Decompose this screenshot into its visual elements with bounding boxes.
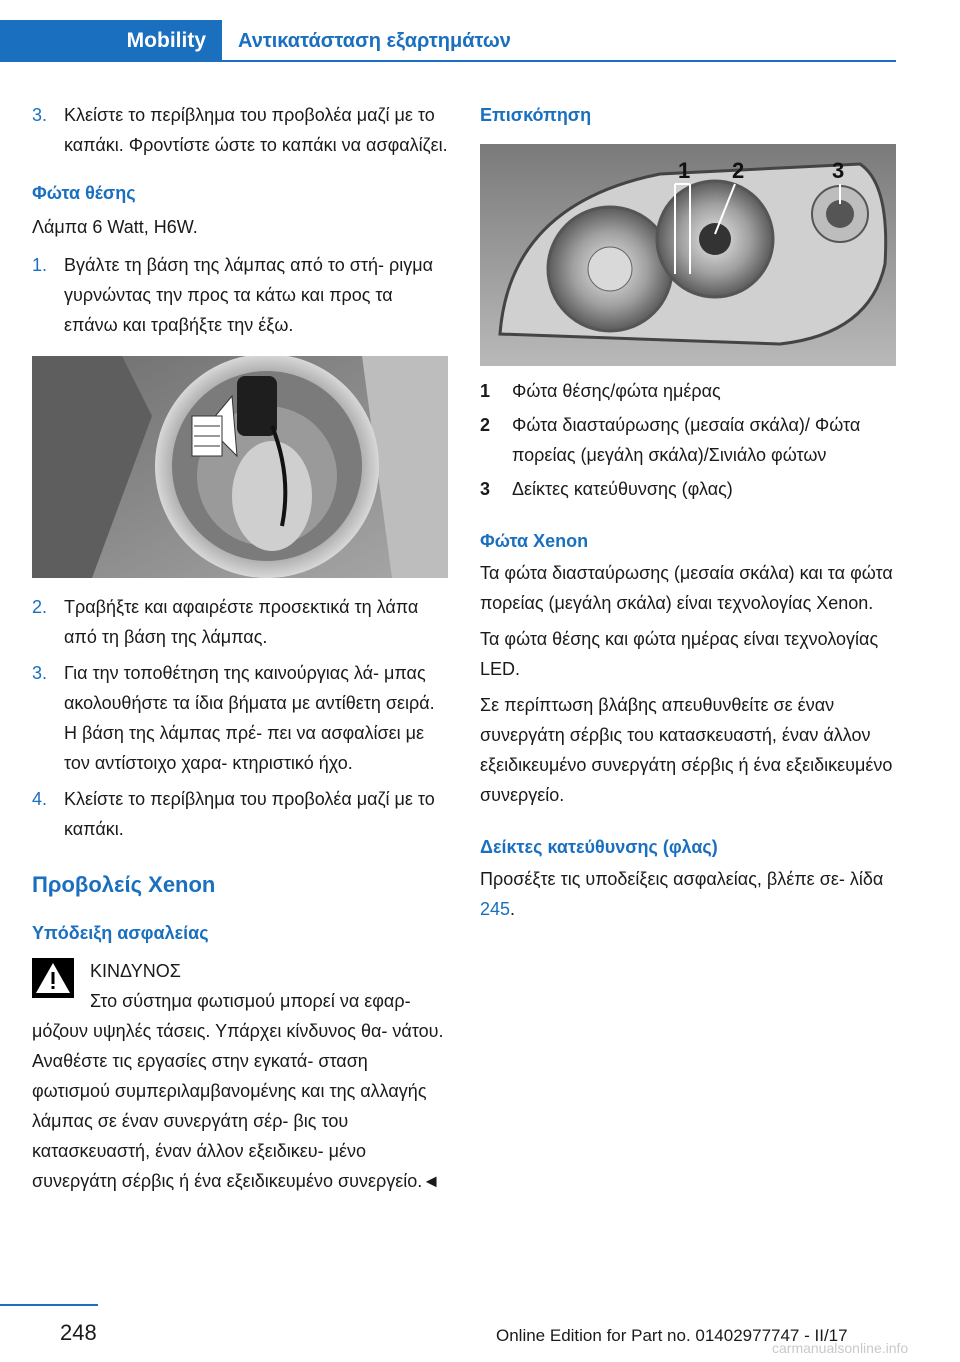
step-item [32,250,448,340]
danger-text: μόζουν υψηλές τάσεις. Υπάρχει κίνδυνος θα‐ νάτου. Αναθέστε τις εργασίες στην εγκατά‐ σταση φωτισμού συμπεριλαμβανομένης και της αλλαγής λάμπας σε έναν συνεργάτη σέρ‐ βις του κατασκευαστή, έναν άλλον εξειδικευ‐ μένο συνεργάτη σέρβις ή ένα εξειδικευμένο συνεργείο.◄ [32,1021,444,1191]
parking-bulb-spec: Λάμπα 6 Watt, H6W. [32,217,198,237]
bulb-socket-photo [32,356,448,578]
legend-number: 2 [480,415,491,435]
service-paragraph: Σε περίπτωση βλάβης απευθυνθείτε σε έναν συνεργάτη σέρβις του κατασκευαστή, έναν άλλον εξειδικευμένο συνεργάτη σέρβις ή ένα εξειδικευμένο συνεργείο. [480,695,893,805]
legend-item [480,376,896,406]
step-item [32,100,448,160]
callout-1: 1 [678,158,691,183]
callout-2: 2 [732,158,745,183]
led-paragraph: Τα φώτα θέσης και φώτα ημέρας είναι τεχνολογίας LED. [480,629,879,679]
parking-lights-heading: Φώτα θέσης [32,183,136,203]
danger-label: ΚΙΝΔΥΝΟΣ [90,961,181,981]
danger-text-first-line: Στο σύστημα φωτισμού μπορεί να εφαρ‐ [90,991,411,1011]
xenon-paragraph: Τα φώτα διασταύρωσης (μεσαία σκάλα) και τα φώτα πορείας (μεγάλη σκάλα) είναι τεχνολογίας Xenon. [480,563,893,613]
page-header [0,20,896,62]
step-number: 3. [32,663,48,683]
step-item [32,658,448,778]
step-text: Κλείστε το περίβλημα του προβολέα μαζί με το καπάκι. [64,789,435,839]
legend-item [480,474,896,504]
legend-item [480,410,896,470]
step-text: Βγάλτε τη βάση της λάμπας από το στή‐ ριγμα γυρνώντας την προς τα κάτω και προς τα επάνω και τραβήξτε την έξω. [64,255,434,335]
indicators-paragraph [480,864,896,924]
headlight-illustration [480,144,896,366]
step-number: 2. [32,597,48,617]
edition-note: Online Edition for Part no. 01402977747 - II/17 [496,1326,848,1345]
headlight-photo [480,144,896,366]
legend-number: 1 [480,381,491,401]
left-column [32,100,448,1196]
step-number: 4. [32,789,48,809]
step-text: Κλείστε το περίβλημα του προβολέα μαζί με το καπάκι. Φροντίστε ώστε το καπάκι να ασφαλίζει. [64,105,448,155]
step-number: 1. [32,255,48,275]
danger-warning [32,956,448,1016]
turn-indicators-heading: Δείκτες κατεύθυνσης (φλας) [480,837,718,857]
footer-rule [0,1304,98,1306]
xenon-headlights-heading: Προβολείς Xenon [32,872,216,897]
indicators-text: Προσέξτε τις υποδείξεις ασφαλείας, βλέπε σε‐ λίδα [480,869,884,889]
page-link[interactable]: 245 [480,899,511,919]
legend-number: 3 [480,479,491,499]
legend-text: Φώτα θέσης/φώτα ημέρας [512,381,721,401]
warning-triangle-icon [32,958,74,998]
step-text: Τραβήξτε και αφαιρέστε προσεκτικά τη λάπα από τη βάση της λάμπας. [64,597,419,647]
legend-text: Δείκτες κατεύθυνσης (φλας) [512,479,733,499]
step-item [32,592,448,652]
step-text: Για την τοποθέτηση της καινούργιας λά‐ μπας ακολουθήστε τα ίδια βήματα με αντίθετη σειρά. Η βάση της λάμπας πρέ‐ πει να ασφαλίσει με τον αντίστοιχο χαρα‐ κτηριστικό ήχο. [64,663,435,773]
page-number: 248 [60,1320,97,1345]
xenon-lights-heading: Φώτα Xenon [480,531,589,551]
step-item [32,784,448,844]
indicators-end: . [510,899,516,919]
chapter-tab[interactable]: Mobility [0,20,222,62]
legend-text: Φώτα διασταύρωσης (μεσαία σκάλα)/ Φώτα πορείας (μεγάλη σκάλα)/Σινιάλο φώτων [512,415,861,465]
legend-list [480,376,896,504]
right-column [480,100,896,924]
bulb-socket-illustration [32,356,448,578]
section-title[interactable]: Αντικατάσταση εξαρτημάτων [238,29,511,52]
watermark: carmanualsonline.info [772,1340,909,1356]
step-number: 3. [32,105,48,125]
overview-heading: Επισκόπηση [480,105,592,125]
callout-3: 3 [832,158,845,183]
safety-note-heading: Υπόδειξη ασφαλείας [32,923,209,943]
